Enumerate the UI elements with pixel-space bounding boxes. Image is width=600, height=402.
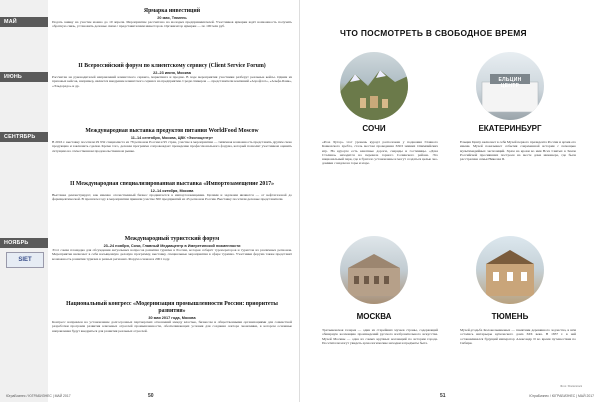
left-footer: ЮграБизнес / ЮГРАБИЗНЕС | МАЙ 2017 bbox=[6, 394, 71, 398]
event-text: Этот самая площадка для обсуждения актуальных вопросов развития туризма в России, которая соберёт туроператоров и туристов из различных регионов. Мероприятие включает в себя насыщенную деловую программу, выставку, специальные мероприятия в сфере туризма. Участники форума также представят возможность развития туризма в разных регионах. Форум основан в 2001 году. bbox=[52, 248, 292, 261]
event-text: Выставка демонстрирует, как именно отечественный бизнес продвигается в импортозамещении. Целями и задачами являются — от нефтегазовой до фармацевтической. В прошлом году в мероприятии приняли участие 300 предприятий из 45 регионов России. Выставку посетили деловые представители. bbox=[52, 193, 292, 202]
right-footer: ЮграБизнес / ЮГРАБИЗНЕС | МАЙ 2017 bbox=[529, 394, 594, 398]
city-name-ekaterinburg: ЕКАТЕРИНБУРГ bbox=[478, 124, 542, 133]
moscow-photo bbox=[340, 236, 408, 304]
event-item bbox=[52, 8, 292, 60]
city-name-moscow: МОСКВА bbox=[356, 312, 392, 321]
event-item bbox=[52, 128, 292, 178]
city-name-tyumen: ТЮМЕНЬ bbox=[491, 312, 529, 321]
tyumen-photo-illustration bbox=[476, 236, 544, 304]
event-title: Ярмарка инвестиций bbox=[143, 8, 201, 14]
month-label-may: МАЙ bbox=[0, 17, 48, 27]
siet-logo: SIET bbox=[6, 252, 44, 268]
city-name-sochi: СОЧИ bbox=[362, 124, 386, 133]
event-meta: 30 мая 2017 года, Москва bbox=[148, 315, 196, 320]
event-title: II Всероссийский форум по клиентскому сервису (Client Service Forum) bbox=[78, 63, 266, 69]
event-item bbox=[52, 181, 292, 233]
event-text: В 2016 г. выставку посетили 29 932 специалиста из 78 регионов России и 95 стран, участие в мероприятии — типичная возможность представить другим свою продукцию и заключить сделки. Кроме того, деловая программа сопровождает проведение профессионального форума, который позволит участникам оценить ситуацию на отечественном продовольственном рынке. bbox=[52, 140, 292, 153]
event-title: Международная выставка продуктов питания WorldFood Moscow bbox=[85, 128, 259, 134]
month-label-june: ИЮНЬ bbox=[0, 72, 48, 82]
event-item bbox=[52, 236, 292, 298]
event-text: Подать заявку на участие можно до 10 апреля. Мероприятие рассчитано на молодых предпринимателей. Участников ярмарки ждёт возможность получить обратную связь, установить деловые связи с представителями инвесторов. Организатор ярмарки — по 100 млн руб. bbox=[52, 20, 292, 29]
event-meta: 23–24 ноября, Сочи, Главный Медиацентр в Имеретинской низменности bbox=[103, 243, 241, 248]
city-text-tyumen: Музей-усадьба Колокольниковых — памятник деревянного зодчества, в нём остались интерьеры купеческого дома XIX века. В 1837 г. в ней останавливался будущий император Александр II во время путешествия по Сибири. bbox=[460, 328, 576, 345]
tyumen-photo bbox=[476, 236, 544, 304]
month-label-september: СЕНТЯБРЬ bbox=[0, 132, 48, 142]
month-sidebar bbox=[0, 0, 48, 402]
sochi-photo bbox=[340, 52, 408, 120]
event-text: Конгресс направлен на установление долгосрочных партнерских отношений между властью, бизнесом и общественными организациями для совместной разработки программ развития ключевых отраслей промышленности, обеспечивающих условия для создания сектора экономики, в котором основные направления будут внедряться для развития реальных отраслей. bbox=[52, 320, 292, 333]
city-text-moscow: Третьяковская галерея — один из старейших музеев страны, содержащий обширную коллекцию произведений русского изобразительного искусства. Музей Москвы — одна из самых крупных коллекций по истории города. Посетители могут увидеть археологические находки и предметы быта. bbox=[322, 328, 438, 345]
event-item bbox=[52, 63, 292, 125]
moscow-photo-illustration bbox=[340, 236, 408, 304]
month-label-november: НОЯБРЬ bbox=[0, 238, 48, 248]
left-page-number: 50 bbox=[148, 393, 154, 399]
events-list bbox=[52, 8, 292, 362]
event-title: II Международная специализированная выставка «Импортозамещение 2017» bbox=[69, 181, 275, 187]
event-meta: 11–14 сентября, Москва, ЦВК «Экспоцентр» bbox=[130, 135, 214, 140]
event-meta: 20 мая, Тюмень bbox=[157, 15, 187, 20]
event-text: Рассчитан на руководителей направлений клиентского сервиса, маркетинга и продаж. В ходе мероприятия участники разберут реальные кейсы. Одним из призовых кейсов, например, является внедрение клиентского сервиса на предприятии. Среди спикеров — представители компаний «Аэрофлот», «Альфа-Банк», «Эльдорадо» и др. bbox=[52, 75, 292, 88]
event-title: Национальный конгресс «Модернизация промышленности России: приоритеты развития» bbox=[66, 301, 278, 314]
city-text-ekaterinburg: Ельцин Центр включает в себя Музей первого президента России и архив его имени. Музей показывает события современной истории с помощью мультимедийных экспозиций. Храм на крови во имя Всех Святых в Земле Российской просиявших построен на месте дома инженера, где была расстреляна семья Николая II. bbox=[460, 140, 576, 162]
ekaterinburg-sign: ЕЛЬЦИН ЦЕНТР bbox=[498, 77, 522, 89]
sochi-photo-illustration bbox=[340, 52, 408, 120]
photo-credit: Фото: Shutterstock bbox=[560, 385, 582, 388]
page-headline: ЧТО ПОСМОТРЕТЬ В СВОБОДНОЕ ВРЕМЯ bbox=[340, 28, 527, 38]
right-page bbox=[300, 0, 600, 402]
event-meta: 12–14 октября, Москва bbox=[150, 188, 194, 193]
event-title: Международный туристский форум bbox=[124, 236, 220, 242]
city-text-sochi: «Роза Хутор» этот уровень курорт расположен у подножия Главного Кавказского хребта, сталь местом проведения XXII зимних Олимпийских игр. На курорте есть канатные дороги, снаряды и гостиницы. «Дача Сталина» находится на перевале горного Сочинского района. Это национальный парк, где в бунгало установлены и могут создаться целые эко-домики с видом на горы и море. bbox=[322, 140, 438, 166]
event-meta: 22–23 июня, Москва bbox=[153, 70, 191, 75]
right-page-number: 51 bbox=[440, 393, 446, 399]
event-item bbox=[52, 301, 292, 359]
